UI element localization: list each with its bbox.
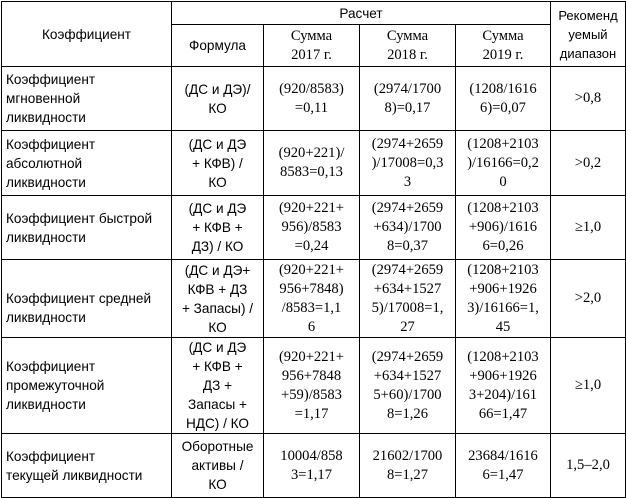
ratio-value-2017: (920+221+ 956+7848 +59)/8583 =1,17 [264, 338, 360, 434]
ratio-recommended-range: 1,5–2,0 [551, 434, 626, 498]
ratio-value-2018: (2974/1700 8)=0,17 [360, 67, 456, 131]
ratio-recommended-range: >0,2 [551, 131, 626, 196]
ratio-recommended-range: >0,8 [551, 67, 626, 131]
ratio-value-2019: (1208+2103 +906)/1616 6=0,26 [456, 196, 551, 260]
ratio-value-2019: (1208+2103 )/16166=0,2 0 [456, 131, 551, 196]
ratio-value-2017: (920+221+ 956+7848) /8583=1,1 6 [264, 260, 360, 338]
ratio-formula: Оборотные активы / КО [172, 434, 264, 498]
ratio-value-2019: (1208+2103 +906+1926 3)/16166=1, 45 [456, 260, 551, 338]
ratio-value-2017: (920+221+ 956)/8583 =0,24 [264, 196, 360, 260]
ratio-recommended-range: >2,0 [551, 260, 626, 338]
ratio-value-2018: (2974+2659 )/17008=0,3 3 [360, 131, 456, 196]
ratio-name: Коэффициент мгновенной ликвидности [2, 67, 172, 131]
ratio-value-2018: (2974+2659 +634)/1700 8=0,37 [360, 196, 456, 260]
ratio-value-2017: 10004/858 3=1,17 [264, 434, 360, 498]
ratio-formula: (ДС и ДЭ+ КФВ + ДЗ + Запасы) / КО [172, 260, 264, 338]
ratio-recommended-range: ≥1,0 [551, 338, 626, 434]
header-coefficient: Коэффициент [2, 2, 172, 67]
liquidity-ratios-table [1, 1, 626, 498]
ratio-value-2019: (1208/1616 6)=0,07 [456, 67, 551, 131]
ratio-value-2017: (920/8583) =0,11 [264, 67, 360, 131]
ratio-name: Коэффициент текущей ликвидности [2, 434, 172, 498]
ratio-formula: (ДС и ДЭ + КФВ) / КО [172, 131, 264, 196]
ratio-value-2018: (2974+2659 +634+1527 5)/17008=1, 27 [360, 260, 456, 338]
header-recommended-range: Рекоменд уемый диапазон [551, 2, 626, 67]
ratio-value-2018: 21602/1700 8=1,27 [360, 434, 456, 498]
ratio-name: Коэффициент средней ликвидности [2, 260, 172, 338]
ratio-value-2017: (920+221)/ 8583=0,13 [264, 131, 360, 196]
ratio-value-2019: 23684/1616 6=1,47 [456, 434, 551, 498]
table-row [2, 131, 626, 196]
table-row [2, 260, 626, 338]
header-formula: Формула [172, 25, 264, 67]
ratio-name: Коэффициент быстрой ликвидности [2, 196, 172, 260]
ratio-value-2019: (1208+2103 +906+1926 3+204)/161 66=1,47 [456, 338, 551, 434]
table-row [2, 338, 626, 434]
ratio-name: Коэффициент абсолютной ликвидности [2, 131, 172, 196]
ratio-value-2018: (2974+2659 +634+1527 5+60)/1700 8=1,26 [360, 338, 456, 434]
ratio-formula: (ДС и ДЭ + КФВ + ДЗ) / КО [172, 196, 264, 260]
ratio-formula: (ДС и ДЭ)/ КО [172, 67, 264, 131]
ratio-formula: (ДС и ДЭ + КФВ + ДЗ + Запасы + НДС) / КО [172, 338, 264, 434]
ratio-recommended-range: ≥1,0 [551, 196, 626, 260]
header-sum-2017: Сумма 2017 г. [264, 25, 360, 67]
header-row-top [2, 2, 626, 25]
header-sum-2019: Сумма 2019 г. [456, 25, 551, 67]
table-row [2, 67, 626, 131]
table-row [2, 196, 626, 260]
ratio-name: Коэффициент промежуточной ликвидности [2, 338, 172, 434]
header-sum-2018: Сумма 2018 г. [360, 25, 456, 67]
header-calculation: Расчет [172, 2, 551, 25]
